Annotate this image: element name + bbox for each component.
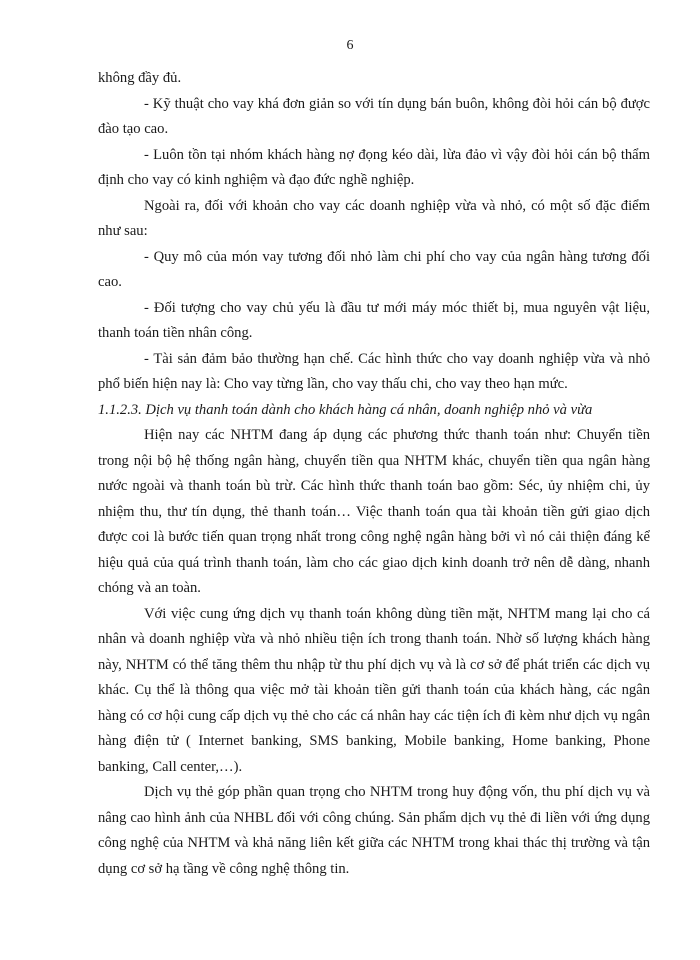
paragraph-continuation: không đầy đủ. xyxy=(98,70,182,86)
paragraph-card-services: Dịch vụ thẻ góp phần quan trọng cho NHTM trong huy động vốn, thu phí dịch vụ và nâng cao hình ảnh của NHBL đối với công chúng. Sản phẩm dịch vụ thẻ đi liền với ứng dụng công nghệ của NHTM và khả năng liên kết giữa các NHTM trong khai thác thị trường và tận dụng cơ sở hạ tầng về công nghệ thông tin. xyxy=(98,784,650,877)
paragraph-sme-intro: Ngoài ra, đối với khoản cho vay các doanh nghiệp vừa và nhỏ, có một số đặc điểm như sau: xyxy=(98,197,650,239)
page-number: 6 xyxy=(346,38,354,53)
paragraph-cashless-payment: Với việc cung ứng dịch vụ thanh toán không dùng tiền mặt, NHTM mang lại cho cá nhân và doanh nghiệp vừa và nhỏ nhiều tiện ích trong thanh toán. Nhờ số lượng khách hàng này, NHTM có thể tăng thêm thu nhập từ thu phí dịch vụ và là cơ sở để phát triển các dịch vụ khác. Cụ thể là thông qua việc mở tài khoản tiền gửi thanh toán của khách hàng, các ngân hàng có cơ hội cung cấp dịch vụ thẻ cho các cá nhân hay các tiện ích đi kèm như dịch vụ ngân hàng điện tử ( Internet banking, SMS banking, Mobile banking, Home banking, Phone banking, Call center,…). xyxy=(98,605,650,775)
section-heading: 1.1.2.3. Dịch vụ thanh toán dành cho khách hàng cá nhân, doanh nghiệp nhỏ và vừa xyxy=(98,401,593,418)
paragraph-bullet-collateral: - Tài sản đảm bảo thường hạn chế. Các hình thức cho vay doanh nghiệp vừa và nhỏ phổ biến hiện nay là: Cho vay từng lần, cho vay thấu chi, cho vay theo hạn mức. xyxy=(98,350,650,392)
paragraph-payment-methods: Hiện nay các NHTM đang áp dụng các phương thức thanh toán như: Chuyển tiền trong nội bộ hệ thống ngân hàng, chuyển tiền qua NHTM khác, chuyển tiền qua ngân hàng nước ngoài và thanh toán bù trừ. Các hình thức thanh toán bao gồm: Séc, ủy nhiệm chi, ủy nhiệm thu, thư tín dụng, thẻ thanh toán… Việc thanh toán qua tài khoản tiền gửi giao dịch được coi là bước tiến quan trọng nhất trong công nghệ ngân hàng bởi vì nó cải thiện đáng kể hiệu quả của quá trình thanh toán, làm cho các giao dịch kinh doanh trở nên dễ dàng, nhanh chóng và an toàn. xyxy=(98,427,650,596)
paragraph-bullet-technique: - Kỹ thuật cho vay khá đơn giản so với tín dụng bán buôn, không đòi hỏi cán bộ được đào tạo cao. xyxy=(98,95,650,137)
body-text xyxy=(98,66,650,882)
paragraph-bullet-loan-purpose: - Đối tượng cho vay chủ yếu là đầu tư mới máy móc thiết bị, mua nguyên vật liệu, thanh toán tiền nhân công. xyxy=(98,299,650,341)
paragraph-bullet-loan-size: - Quy mô của món vay tương đối nhỏ làm chi phí cho vay của ngân hàng tương đối cao. xyxy=(98,248,650,290)
paragraph-bullet-bad-debt: - Luôn tồn tại nhóm khách hàng nợ đọng kéo dài, lừa đảo vì vậy đòi hỏi cán bộ thẩm định cho vay có kinh nghiệm và đạo đức nghề nghiệp. xyxy=(98,146,650,188)
